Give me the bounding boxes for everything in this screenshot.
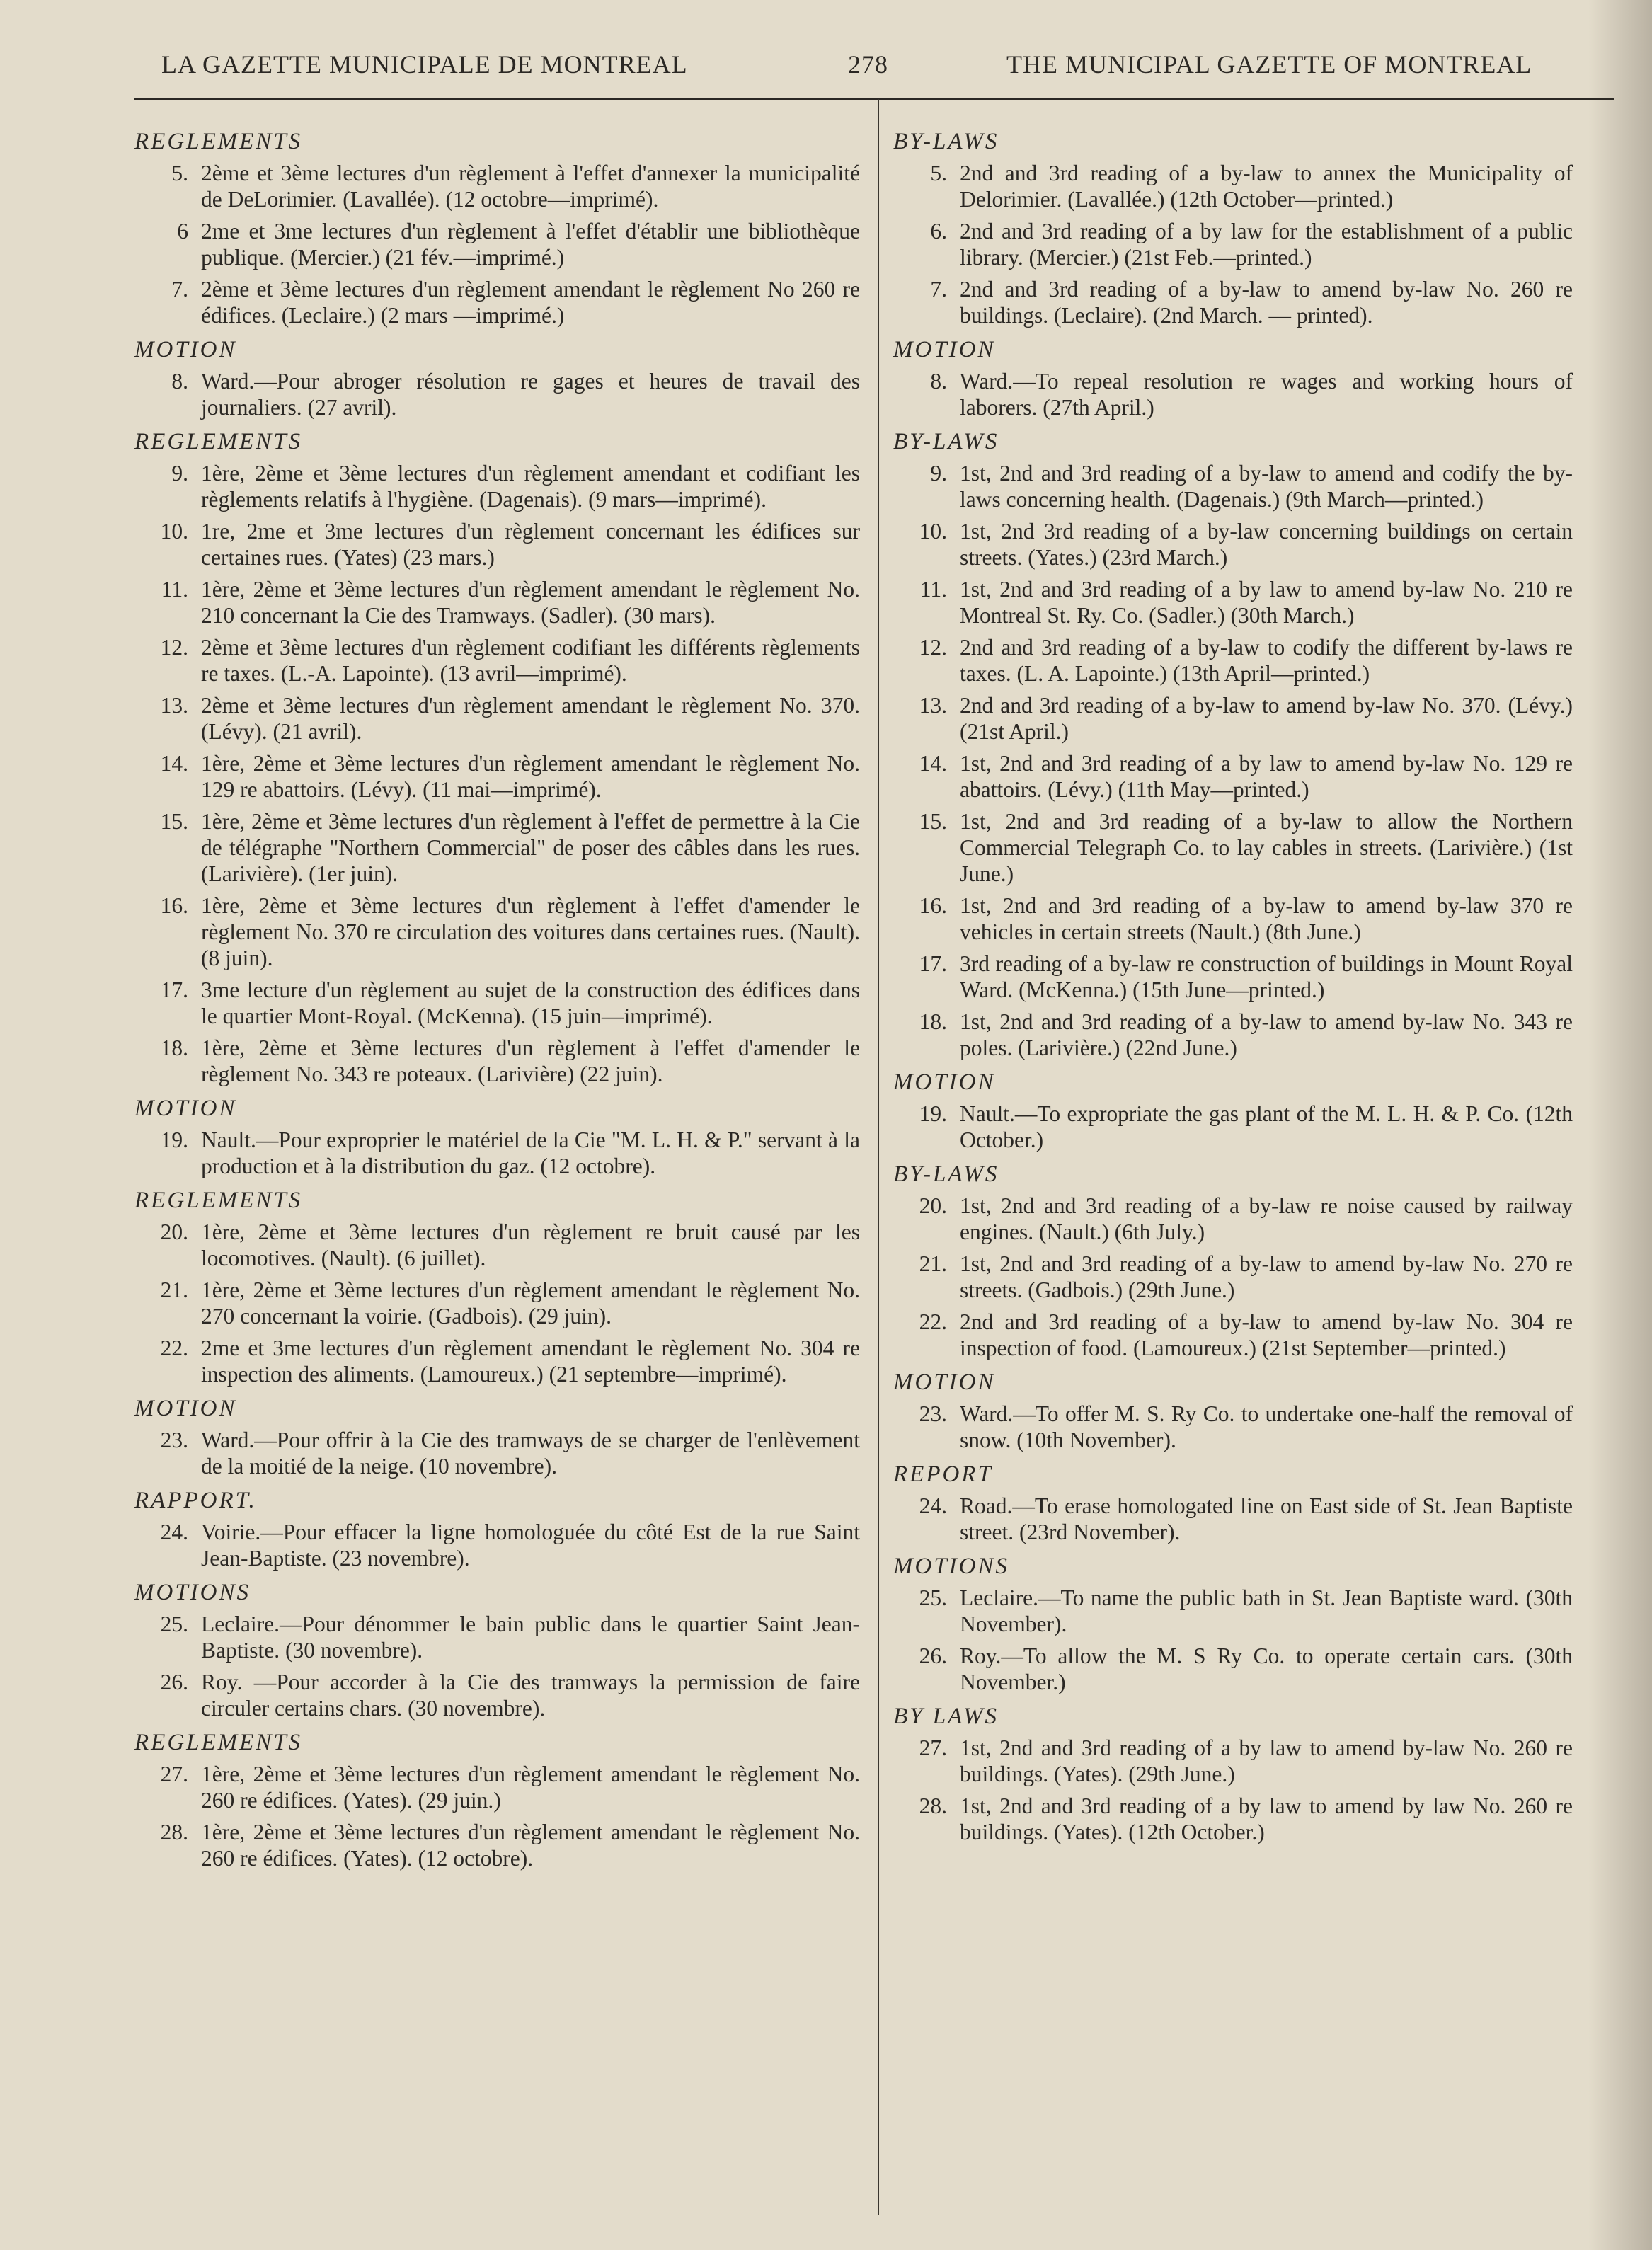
item-text: 2ème et 3ème lectures d'un règlement amendant le règlement No 260 re édifices. (Leclaire.) (2 mars —imprimé.): [201, 277, 860, 328]
item-text: 2nd and 3rd reading of a by-law to amend by-law No. 260 re buildings. (Leclaire). (2nd March. — printed).: [960, 277, 1573, 328]
item-text: 1st, 2nd and 3rd reading of a by-law to allow the Northern Commercial Telegraph Co. to lay cables in streets. (Larivière.) (1st June.): [960, 809, 1573, 886]
french-agenda-item: [134, 808, 860, 887]
item-text: Road.—To erase homologated line on East side of St. Jean Baptiste street. (23rd November).: [960, 1493, 1573, 1544]
item-number: 11.: [919, 577, 947, 602]
english-agenda-item: [893, 808, 1573, 887]
french-section-heading: MOTION: [134, 337, 237, 362]
item-number: 15.: [160, 809, 188, 834]
french-agenda-item: [134, 368, 860, 420]
item-text: 2nd and 3rd reading of a by-law to amend by-law No. 304 re inspection of food. (Lamoureux.) (21st September—printed.): [960, 1309, 1573, 1360]
item-number: 10.: [160, 519, 188, 544]
item-number: 7.: [930, 277, 947, 302]
item-text: Ward.—Pour abroger résolution re gages et heures de travail des journaliers. (27 avril).: [201, 369, 860, 420]
item-number: 6: [177, 219, 188, 243]
french-agenda-item: [134, 634, 860, 687]
item-number: 22.: [160, 1336, 188, 1360]
item-number: 19.: [160, 1127, 188, 1152]
page-number: 278: [848, 50, 888, 79]
item-text: 2me et 3me lectures d'un règlement à l'effet d'établir une bibliothèque publique. (Mercier.) (21 fév.—imprimé.): [201, 219, 860, 270]
french-section-heading: RAPPORT.: [134, 1488, 257, 1513]
french-agenda-item: [134, 1669, 860, 1721]
english-agenda-item: [893, 1493, 1573, 1545]
item-number: 8.: [930, 369, 947, 394]
english-agenda-item: [893, 160, 1573, 212]
french-agenda-item: [134, 518, 860, 570]
french-agenda-item: [134, 1127, 860, 1179]
header-french-title: LA GAZETTE MUNICIPALE DE MONTREAL: [161, 50, 688, 79]
english-agenda-item: [893, 1309, 1573, 1361]
item-text: 2nd and 3rd reading of a by-law to annex the Municipality of Delorimier. (Lavallée.) (12th October—printed.): [960, 161, 1573, 212]
french-agenda-item: [134, 1277, 860, 1329]
item-number: 17.: [919, 951, 947, 976]
french-agenda-item: [134, 160, 860, 212]
item-number: 25.: [919, 1585, 947, 1610]
item-text: Voirie.—Pour effacer la ligne homologuée du côté Est de la rue Saint Jean-Baptiste. (23 novembre).: [201, 1520, 860, 1571]
item-number: 8.: [171, 369, 188, 394]
french-agenda-item: [134, 1219, 860, 1271]
header-english-title: THE MUNICIPAL GAZETTE OF MONTREAL: [1006, 50, 1532, 79]
item-number: 18.: [919, 1009, 947, 1034]
item-text: Roy.—To allow the M. S Ry Co. to operate certain cars. (30th November.): [960, 1643, 1573, 1694]
item-number: 22.: [919, 1309, 947, 1334]
item-number: 24.: [160, 1520, 188, 1544]
french-agenda-item: [134, 460, 860, 512]
french-section-heading: MOTION: [134, 1096, 237, 1121]
english-agenda-item: [893, 1401, 1573, 1453]
item-number: 13.: [160, 693, 188, 718]
french-section-heading: REGLEMENTS: [134, 429, 303, 454]
item-text: 1ère, 2ème et 3ème lectures d'un règlement à l'effet d'amender le règlement No. 370 re circulation des voitures dans certaines rues. (Nault). (8 juin).: [201, 893, 860, 970]
item-number: 12.: [919, 635, 947, 660]
french-agenda-item: [134, 218, 860, 270]
header-rule: [134, 98, 1614, 100]
item-text: 1ère, 2ème et 3ème lectures d'un règlement re bruit causé par les locomotives. (Nault). (6 juillet).: [201, 1219, 860, 1270]
french-section-heading: REGLEMENTS: [134, 1730, 303, 1755]
item-text: 1st, 2nd and 3rd reading of a by-law to amend by-law No. 270 re streets. (Gadbois.) (29th June.): [960, 1251, 1573, 1302]
item-number: 7.: [171, 277, 188, 302]
english-section-heading: BY-LAWS: [893, 429, 999, 454]
item-number: 17.: [160, 977, 188, 1002]
item-text: Ward.—Pour offrir à la Cie des tramways de se charger de l'enlèvement de la moitié de la neige. (10 novembre).: [201, 1428, 860, 1479]
item-text: 1st, 2nd and 3rd reading of a by-law to amend and codify the by-laws concerning health. (Dagenais.) (9th March—printed.): [960, 461, 1573, 512]
french-section-heading: REGLEMENTS: [134, 1188, 303, 1213]
item-number: 6.: [930, 219, 947, 243]
item-number: 16.: [160, 893, 188, 918]
english-agenda-item: [893, 951, 1573, 1003]
french-section-heading: MOTIONS: [134, 1580, 251, 1605]
item-text: 1st, 2nd and 3rd reading of a by law to amend by-law No. 260 re buildings. (Yates). (29th June.): [960, 1735, 1573, 1786]
english-agenda-item: [893, 892, 1573, 945]
item-text: Ward.—To repeal resolution re wages and working hours of laborers. (27th April.): [960, 369, 1573, 420]
english-agenda-item: [893, 218, 1573, 270]
item-number: 12.: [160, 635, 188, 660]
item-number: 28.: [160, 1820, 188, 1844]
english-section-heading: MOTIONS: [893, 1554, 1010, 1579]
french-agenda-item: [134, 1761, 860, 1813]
item-number: 20.: [160, 1219, 188, 1244]
item-number: 15.: [919, 809, 947, 834]
french-section-heading: MOTION: [134, 1396, 237, 1421]
english-agenda-item: [893, 692, 1573, 745]
item-text: 1ère, 2ème et 3ème lectures d'un règlement amendant le règlement No. 129 re abattoirs. (Lévy). (11 mai—imprimé).: [201, 751, 860, 802]
french-section-heading: REGLEMENTS: [134, 129, 303, 154]
english-agenda-item: [893, 518, 1573, 570]
column-divider: [878, 99, 879, 2215]
english-agenda-item: [893, 634, 1573, 687]
item-text: 1st, 2nd and 3rd reading of a by-law to amend by-law 370 re vehicles in certain streets (Nault.) (8th June.): [960, 893, 1573, 944]
english-agenda-item: [893, 1193, 1573, 1245]
item-text: 1st, 2nd and 3rd reading of a by-law to amend by-law No. 343 re poles. (Larivière.) (22nd June.): [960, 1009, 1573, 1060]
english-section-heading: MOTION: [893, 1370, 996, 1395]
french-agenda-item: [134, 1035, 860, 1087]
item-number: 23.: [160, 1428, 188, 1452]
english-agenda-item: [893, 460, 1573, 512]
item-text: 3me lecture d'un règlement au sujet de la construction des édifices dans le quartier Mont-Royal. (McKenna). (15 juin—imprimé).: [201, 977, 860, 1028]
item-text: 2ème et 3ème lectures d'un règlement à l'effet d'annexer la municipalité de DeLorimier. (Lavallée). (12 octobre—imprimé).: [201, 161, 860, 212]
english-agenda-item: [893, 1735, 1573, 1787]
french-agenda-item: [134, 576, 860, 628]
item-text: 2me et 3me lectures d'un règlement amendant le règlement No. 304 re inspection des aliments. (Lamoureux.) (21 septembre—imprimé).: [201, 1336, 860, 1387]
item-number: 23.: [919, 1401, 947, 1426]
item-number: 18.: [160, 1035, 188, 1060]
item-text: 1ère, 2ème et 3ème lectures d'un règlement à l'effet d'amender le règlement No. 343 re poteaux. (Larivière) (22 juin).: [201, 1035, 860, 1086]
item-number: 27.: [160, 1762, 188, 1786]
english-agenda-item: [893, 1009, 1573, 1061]
item-number: 16.: [919, 893, 947, 918]
english-agenda-item: [893, 1643, 1573, 1695]
french-agenda-item: [134, 1427, 860, 1479]
english-section-heading: REPORT: [893, 1462, 993, 1487]
item-text: Nault.—Pour exproprier le matériel de la Cie "M. L. H. & P." servant à la production et à la distribution du gaz. (12 octobre).: [201, 1127, 860, 1178]
item-text: Leclaire.—Pour dénommer le bain public dans le quartier Saint Jean-Baptiste. (30 novembre).: [201, 1612, 860, 1663]
item-number: 10.: [919, 519, 947, 544]
item-text: 2nd and 3rd reading of a by-law to amend by-law No. 370. (Lévy.) (21st April.): [960, 693, 1573, 744]
item-text: 1ère, 2ème et 3ème lectures d'un règlement amendant le règlement No. 260 re édifices. (Yates). (29 juin.): [201, 1762, 860, 1813]
item-text: Nault.—To expropriate the gas plant of the M. L. H. & P. Co. (12th October.): [960, 1101, 1573, 1152]
item-number: 11.: [161, 577, 188, 602]
item-number: 24.: [919, 1493, 947, 1518]
item-text: 1st, 2nd and 3rd reading of a by law to amend by law No. 260 re buildings. (Yates). (12th October.): [960, 1793, 1573, 1844]
english-agenda-item: [893, 368, 1573, 420]
item-number: 14.: [160, 751, 188, 776]
french-agenda-item: [134, 1335, 860, 1387]
english-agenda-item: [893, 1101, 1573, 1153]
item-number: 26.: [160, 1670, 188, 1694]
item-text: 1re, 2me et 3me lectures d'un règlement concernant les édifices sur certaines rues. (Yates) (23 mars.): [201, 519, 860, 570]
item-number: 26.: [919, 1643, 947, 1668]
french-column: [134, 120, 860, 1877]
item-number: 13.: [919, 693, 947, 718]
english-section-heading: BY-LAWS: [893, 129, 999, 154]
english-agenda-item: [893, 750, 1573, 803]
english-section-heading: MOTION: [893, 1069, 996, 1095]
item-text: 1ère, 2ème et 3ème lectures d'un règlement amendant le règlement No. 210 concernant la Cie des Tramways. (Sadler). (30 mars).: [201, 577, 860, 628]
french-agenda-item: [134, 1611, 860, 1663]
french-agenda-item: [134, 750, 860, 803]
english-section-heading: BY-LAWS: [893, 1161, 999, 1187]
item-number: 14.: [919, 751, 947, 776]
item-text: 1ère, 2ème et 3ème lectures d'un règlement amendant et codifiant les règlements relatifs à l'hygiène. (Dagenais). (9 mars—imprimé).: [201, 461, 860, 512]
item-text: Leclaire.—To name the public bath in St. Jean Baptiste ward. (30th November).: [960, 1585, 1573, 1636]
french-agenda-item: [134, 1519, 860, 1571]
item-text: 2nd and 3rd reading of a by-law to codify the different by-laws re taxes. (L. A. Lapointe.) (13th April—printed.): [960, 635, 1573, 686]
item-number: 9.: [171, 461, 188, 486]
running-header: [0, 50, 1652, 92]
item-number: 25.: [160, 1612, 188, 1636]
item-text: 1st, 2nd and 3rd reading of a by law to amend by-law No. 210 re Montreal St. Ry. Co. (Sadler.) (30th March.): [960, 577, 1573, 628]
item-text: 2nd and 3rd reading of a by law for the establishment of a public library. (Mercier.) (21st Feb.—printed.): [960, 219, 1573, 270]
item-text: 3rd reading of a by-law re construction of buildings in Mount Royal Ward. (McKenna.) (15th June—printed.): [960, 951, 1573, 1002]
item-number: 5.: [171, 161, 188, 185]
french-agenda-item: [134, 977, 860, 1029]
english-agenda-item: [893, 276, 1573, 328]
item-text: 1ère, 2ème et 3ème lectures d'un règlement à l'effet de permettre à la Cie de télégraphe "Northern Commercial" de poser des câbles dans les rues. (Larivière). (1er juin).: [201, 809, 860, 886]
item-number: 19.: [919, 1101, 947, 1126]
english-section-heading: BY LAWS: [893, 1704, 999, 1729]
item-number: 21.: [919, 1251, 947, 1276]
item-text: Ward.—To offer M. S. Ry Co. to undertake one-half the removal of snow. (10th November).: [960, 1401, 1573, 1452]
item-text: Roy. —Pour accorder à la Cie des tramways la permission de faire circuler certains chars. (30 novembre).: [201, 1670, 860, 1721]
item-number: 20.: [919, 1193, 947, 1218]
item-number: 5.: [930, 161, 947, 185]
english-section-heading: MOTION: [893, 337, 996, 362]
item-text: 1st, 2nd 3rd reading of a by-law concerning buildings on certain streets. (Yates.) (23rd March.): [960, 519, 1573, 570]
item-number: 28.: [919, 1793, 947, 1818]
french-agenda-item: [134, 276, 860, 328]
french-agenda-item: [134, 892, 860, 971]
english-agenda-item: [893, 1793, 1573, 1845]
item-text: 2ème et 3ème lectures d'un règlement codifiant les différents règlements re taxes. (L.-A. Lapointe). (13 avril—imprimé).: [201, 635, 860, 686]
english-agenda-item: [893, 1251, 1573, 1303]
item-number: 21.: [160, 1278, 188, 1302]
item-number: 27.: [919, 1735, 947, 1760]
french-agenda-item: [134, 1819, 860, 1871]
item-text: 1st, 2nd and 3rd reading of a by law to amend by-law No. 129 re abattoirs. (Lévy.) (11th May—printed.): [960, 751, 1573, 802]
item-text: 1ère, 2ème et 3ème lectures d'un règlement amendant le règlement No. 260 re édifices. (Yates). (12 octobre).: [201, 1820, 860, 1871]
french-agenda-item: [134, 692, 860, 745]
item-text: 1ère, 2ème et 3ème lectures d'un règlement amendant le règlement No. 270 concernant la voirie. (Gadbois). (29 juin).: [201, 1278, 860, 1328]
page-gutter-shadow: [1588, 0, 1652, 2250]
english-agenda-item: [893, 1585, 1573, 1637]
english-column: [893, 120, 1573, 1851]
item-text: 1st, 2nd and 3rd reading of a by-law re noise caused by railway engines. (Nault.) (6th July.): [960, 1193, 1573, 1244]
item-number: 9.: [930, 461, 947, 486]
item-text: 2ème et 3ème lectures d'un règlement amendant le règlement No. 370. (Lévy). (21 avril).: [201, 693, 860, 744]
english-agenda-item: [893, 576, 1573, 628]
